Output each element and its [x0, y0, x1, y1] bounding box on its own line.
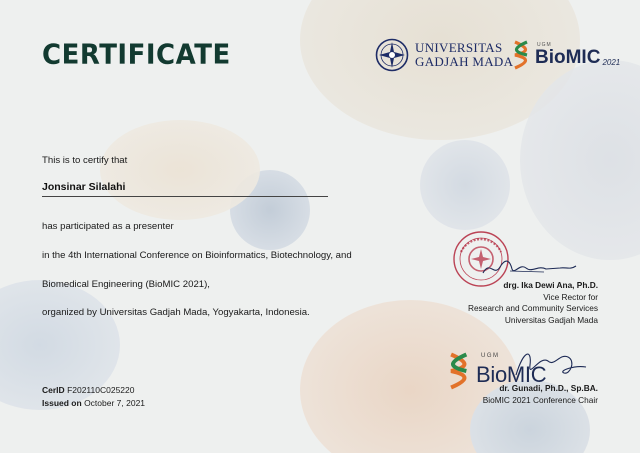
signatory-2-title-1: BioMIC 2021 Conference Chair — [482, 394, 598, 405]
body-line-4: organized by Universitas Gadjah Mada, Yogyakarta, Indonesia. — [42, 307, 310, 318]
certify-intro: This is to certify that — [42, 155, 128, 166]
biomic-stamp-wordmark: BioMIC — [476, 362, 547, 387]
cert-id-label: CerID — [42, 385, 65, 395]
biomic-logo — [511, 40, 620, 70]
body-line-1: has participated as a presenter — [42, 221, 174, 232]
dna-stamp-icon — [446, 351, 474, 391]
signature-1-icon — [480, 255, 580, 281]
dna-icon — [511, 40, 533, 70]
issued-label: Issued on — [42, 398, 82, 408]
ugm-seal-icon — [375, 38, 409, 72]
ugm-name-line1: UNIVERSITAS — [415, 40, 503, 56]
body-line-3: Biomedical Engineering (BioMIC 2021), — [42, 279, 210, 290]
signatory-1 — [468, 280, 598, 326]
recipient-name: Jonsinar Silalahi — [42, 181, 126, 193]
issued-date: October 7, 2021 — [84, 398, 146, 408]
ugm-name-line2: GADJAH MADA — [415, 54, 514, 69]
signature-2-icon — [510, 345, 590, 385]
certificate-title: CERTIFICATE — [42, 39, 231, 71]
signatory-1-title-3: Universitas Gadjah Mada — [504, 314, 598, 325]
ugm-logo — [375, 38, 513, 72]
signatory-2 — [483, 383, 598, 406]
signatory-1-title-2: Research and Community Services — [467, 303, 598, 313]
biomic-stamp-sup: UGM — [481, 353, 500, 359]
biomic-wordmark: BioMIC — [535, 47, 601, 68]
signatory-1-title-1: Vice Rector for — [543, 291, 598, 302]
biomic-sup-text: UGM — [537, 42, 552, 48]
body-line-2: in the 4th International Conference on Bioinformatics, Biotechnology, and — [42, 250, 352, 261]
biomic-year: 2021 — [602, 57, 621, 67]
signatory-1-name: drg. Ika Dewi Ana, Ph.D. — [503, 280, 598, 290]
signatory-2-name: dr. Gunadi, Ph.D., Sp.BA. — [499, 383, 598, 393]
cert-id-value: F202110C025220 — [67, 385, 135, 395]
certificate-id-block — [42, 384, 145, 410]
name-underline — [42, 196, 328, 197]
